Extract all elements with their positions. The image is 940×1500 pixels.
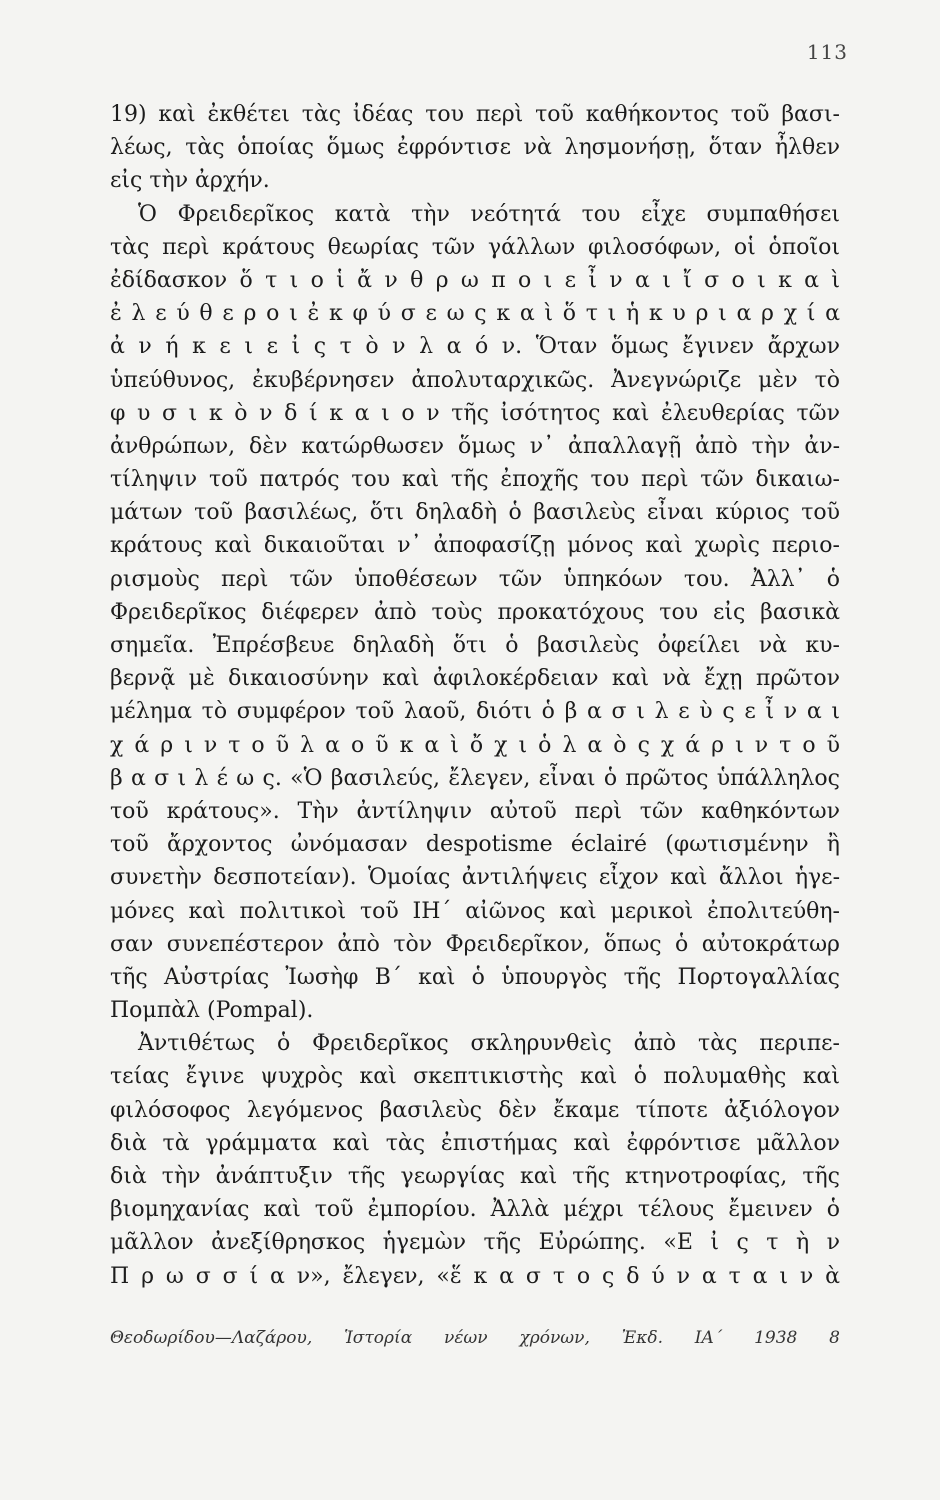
text-line: τὰς περὶ κράτους θεωρίας τῶν γάλλων φιλοσόφων, οἱ ὁποῖοι: [110, 234, 840, 260]
page-number: 113: [806, 40, 848, 64]
text-line: Πομπὰλ (Pompal).: [110, 998, 314, 1024]
text-line: μάτων τοῦ βασιλέως, ὅτι δηλαδὴ ὁ βασιλεὺς εἶναι κύριος τοῦ: [110, 500, 840, 526]
text-line: ρισμοὺς περὶ τῶν ὑποθέσεων τῶν ὑπηκόων του. Ἀλλ᾽ ὁ: [110, 566, 840, 592]
text-line: ἀ ν ή κ ε ι ε ἰ ς τ ὸ ν λ α ό ν. Ὅταν ὅμως ἔγινεν ἄρχων: [110, 334, 840, 360]
text-line: 19) καὶ ἐκθέτει τὰς ἰδέας του περὶ τοῦ καθήκοντος τοῦ βασι-: [110, 102, 840, 127]
text-line: λέως, τὰς ὁποίας ὅμως ἐφρόντισε νὰ λησμονήσῃ, ὅταν ἦλθεν: [110, 135, 840, 161]
text-line: Φρειδερῖκος διέφερεν ἀπὸ τοὺς προκατόχους του εἰς βασικὰ: [110, 599, 840, 625]
text-line: τῆς Αὐστρίας Ἰωσὴφ Β΄ καὶ ὁ ὑπουργὸς τῆς Πορτογαλλίας: [110, 964, 840, 990]
text-line: φιλόσοφος λεγόμενος βασιλεὺς δὲν ἔκαμε τίποτε ἀξιόλογον: [110, 1097, 840, 1123]
text-line: ὑπεύθυνος, ἐκυβέρνησεν ἀπολυταρχικῶς. Ἀνεγνώριζε μὲν τὸ: [110, 367, 840, 393]
text-line: σημεῖα. Ἐπρέσβευε δηλαδὴ ὅτι ὁ βασιλεὺς ὀφείλει νὰ κυ-: [110, 633, 840, 658]
text-line: Ὁ Φρειδερῖκος κατὰ τὴν νεότητά του εἶχε συμπαθήσει: [138, 201, 840, 227]
text-line: τοῦ ἄρχοντος ὠνόμασαν despotisme éclairé (φωτισμένην ἢ: [110, 832, 840, 858]
text-line: βιομηχανίας καὶ τοῦ ἐμπορίου. Ἀλλὰ μέχρι τέλους ἔμεινεν ὁ: [110, 1197, 840, 1223]
text-line: Ἀντιθέτως ὁ Φρειδερῖκος σκληρυνθεὶς ἀπὸ τὰς περιπε-: [138, 1031, 840, 1057]
text-line: φ υ σ ι κ ὸ ν δ ί κ α ι ο ν τῆς ἰσότητος καὶ ἐλευθερίας τῶν: [110, 400, 840, 426]
text-line: διὰ τὴν ἀνάπτυξιν τῆς γεωργίας καὶ τῆς κτηνοτροφίας, τῆς: [110, 1164, 840, 1189]
text-line: εἰς τὴν ἀρχήν.: [110, 168, 270, 194]
text-line: μᾶλλον ἀνεξίθρησκος ἡγεμὼν τῆς Εὐρώπης. «Ε ἰ ς τ ὴ ν: [110, 1230, 840, 1256]
body-text: [110, 98, 840, 1293]
text-line: ἀνθρώπων, δὲν κατώρθωσεν ὅμως ν᾽ ἀπαλλαγῇ ἀπὸ τὴν ἀν-: [110, 433, 840, 459]
text-line: σαν συνεπέστερον ἀπὸ τὸν Φρειδερῖκον, ὅπως ὁ αὐτοκράτωρ: [110, 931, 840, 957]
text-line: τοῦ κράτους». Τὴν ἀντίληψιν αὐτοῦ περὶ τῶν καθηκόντων: [110, 798, 840, 824]
text-line: ἐδίδασκον ὅ τ ι ο ἱ ἄ ν θ ρ ω π ο ι ε ἶ ν α ι ἴ σ ο ι κ α ὶ: [110, 267, 840, 293]
text-line: κράτους καὶ δικαιοῦται ν᾽ ἀποφασίζῃ μόνος καὶ χωρὶς περιο-: [110, 533, 840, 559]
text-line: Π ρ ω σ σ ί α ν», ἔλεγεν, «ἕ κ α σ τ ο ς δ ύ ν α τ α ι ν ὰ: [110, 1263, 840, 1289]
text-line: β α σ ι λ έ ω ς. «Ὁ βασιλεύς, ἔλεγεν, εἶναι ὁ πρῶτος ὑπάλληλος: [110, 765, 840, 791]
text-line: τείας ἔγινε ψυχρὸς καὶ σκεπτικιστὴς καὶ ὁ πολυμαθὴς καὶ: [110, 1064, 840, 1090]
text-line: μέλημα τὸ συμφέρον τοῦ λαοῦ, διότι ὁ β α σ ι λ ε ὺ ς ε ἶ ν α ι: [110, 699, 840, 725]
text-line: χ ά ρ ι ν τ ο ῦ λ α ο ῦ κ α ὶ ὄ χ ι ὁ λ α ὸ ς χ ά ρ ι ν τ ο ῦ: [110, 732, 840, 758]
text-line: μόνες καὶ πολιτικοὶ τοῦ ΙΗ΄ αἰῶνος καὶ μερικοὶ ἐπολιτεύθη-: [110, 898, 840, 924]
text-line: βερνᾷ μὲ δικαιοσύνην καὶ ἀφιλοκέρδειαν καὶ νὰ ἔχῃ πρῶτον: [110, 666, 840, 692]
text-line: διὰ τὰ γράμματα καὶ τὰς ἐπιστήμας καὶ ἐφρόντισε μᾶλλον: [110, 1130, 840, 1156]
text-line: τίληψιν τοῦ πατρός του καὶ τῆς ἐποχῆς του περὶ τῶν δικαιω-: [110, 467, 840, 493]
text-line: ἐ λ ε ύ θ ε ρ ο ι ἐ κ φ ύ σ ε ω ς κ α ὶ ὅ τ ι ἡ κ υ ρ ι α ρ χ ί α: [110, 301, 840, 327]
page-footer: Θεοδωρίδου—Λαζάρου, Ἱστορία νέων χρόνων, Ἐκδ. ΙΑ΄ 1938 8: [110, 1328, 840, 1348]
text-line: συνετὴν δεσποτείαν). Ὁμοίας ἀντιλήψεις εἶχον καὶ ἄλλοι ἡγε-: [110, 865, 840, 891]
